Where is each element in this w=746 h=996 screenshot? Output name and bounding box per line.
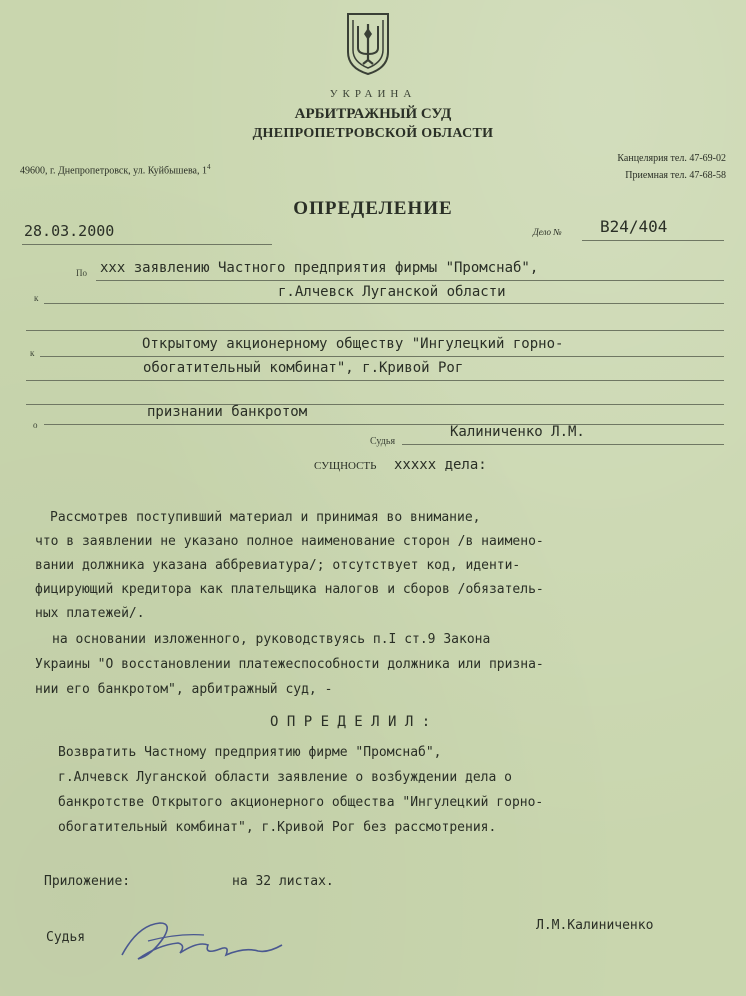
form-line (44, 424, 724, 425)
country-name: УКРАИНА (329, 88, 417, 100)
ruling-line-4: обогатительный комбинат", г.Кривой Рог без рассмотрения. (58, 820, 497, 835)
form-line (402, 444, 724, 445)
form-line (26, 404, 724, 405)
court-address-text: 49600, г. Днепропетровск, ул. Куйбышева, 1 (20, 165, 207, 177)
para1-line-3: вании должника указана аббревиатура/; отсутствует код, иденти- (35, 558, 521, 573)
para1-line-2: что в заявлении не указано полное наименование сторон /в наимено- (35, 534, 544, 549)
date-underline (22, 244, 272, 245)
trident-emblem-icon (345, 12, 391, 76)
applicant-line-2: г.Алчевск Луганской области (278, 284, 506, 300)
form-line (44, 303, 724, 304)
document-date: 28.03.2000 (24, 222, 115, 240)
court-address (20, 163, 210, 176)
form-label-k2: к (30, 348, 35, 358)
form-line (26, 380, 724, 381)
document-title: ОПРЕДЕЛЕНИЕ (293, 198, 453, 219)
respondent-line-1: Открытому акционерному обществу "Ингулецкий горно- (142, 336, 564, 352)
subject-line: признании банкротом (147, 404, 308, 420)
case-number: В24/404 (600, 217, 668, 236)
judge-label: Судья (370, 436, 396, 447)
ruling-heading: О П Р Е Д Е Л И Л : (270, 714, 431, 730)
attachment-label: Приложение: (44, 874, 131, 889)
essence-tail: xxxxx дела: (394, 457, 487, 473)
essence-label: СУЩНОСТЬ (314, 460, 377, 472)
para2-line-1: на основании изложенного, руководствуясь п.I ст.9 Закона (52, 632, 491, 647)
judge-name: Калиниченко Л.М. (450, 424, 585, 440)
signature-label: Судья (46, 930, 86, 945)
form-line (96, 280, 724, 281)
handwritten-signature (108, 915, 288, 975)
ruling-line-1: Возвратить Частному предприятию фирме "Промснаб", (58, 745, 442, 760)
court-region: ДНЕПРОПЕТРОВСКОЙ ОБЛАСТИ (252, 126, 494, 141)
signature-name: Л.М.Калиниченко (536, 918, 654, 933)
phone-office: Канцелярия тел. 47-69-02 (617, 153, 726, 164)
para1-line-4: фицирующий кредитора как плательщика налогов и сборов /обязатель- (35, 582, 544, 597)
form-line (40, 356, 724, 357)
applicant-line-1: xxx заявлению Частного предприятия фирмы "Промснаб", (100, 260, 539, 276)
para1-line-5: ных платежей/. (35, 606, 145, 621)
para2-line-2: Украины "О восстановлении платежеспособности должника или призна- (35, 657, 544, 672)
form-label-po: По (76, 268, 87, 278)
para2-line-3: нии его банкротом", арбитражный суд, - (35, 682, 333, 697)
para1-line-1: Рассмотрев поступивший материал и принимая во внимание, (50, 510, 481, 525)
court-address-sup: 4 (206, 163, 211, 171)
phone-reception: Приемная тел. 47-68-58 (625, 170, 726, 181)
form-label-o: о (33, 420, 38, 430)
attachment-value: на 32 листах. (232, 874, 334, 889)
court-name: АРБИТРАЖНЫЙ СУД (294, 106, 452, 122)
case-number-underline (582, 240, 724, 241)
case-number-label: Дело № (533, 227, 562, 237)
ruling-line-2: г.Алчевск Луганской области заявление о возбуждении дела о (58, 770, 512, 785)
form-line (26, 330, 724, 331)
respondent-line-2: обогатительный комбинат", г.Кривой Рог (143, 360, 464, 376)
ruling-line-3: банкротстве Открытого акционерного общества "Ингулецкий горно- (58, 795, 544, 810)
form-label-k: к (34, 293, 39, 303)
